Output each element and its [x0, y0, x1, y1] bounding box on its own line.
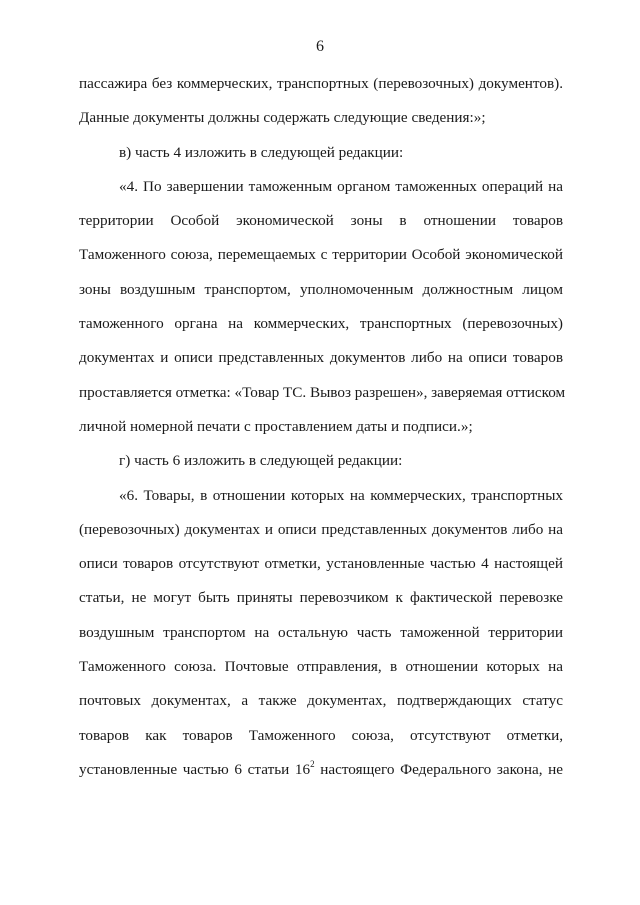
text-line: статьи, не могут быть приняты перевозчиком к фактической перевозке [79, 589, 563, 607]
text-line: зоны воздушным транспортом, уполномоченным должностным лицом [79, 280, 563, 298]
text-line: личной номерной печати с проставлением даты и подписи.»; [79, 417, 473, 435]
document-body [79, 70, 566, 790]
text-fragment: настоящего Федерального закона, не [314, 760, 563, 778]
text-line-last [79, 756, 563, 790]
text-line: Данные документы должны содержать следующие сведения:»; [79, 109, 486, 127]
text-line: пассажира без коммерческих, транспортных (перевозочных) документов). [79, 75, 563, 92]
text-line: почтовых документах, а также документах, подтверждающих статус [79, 692, 563, 710]
text-line: товаров как товаров Таможенного союза, отсутствуют отметки, [79, 726, 563, 744]
text-line: проставляется отметка: «Товар ТС. Вывоз разрешен», заверяемая оттиском [79, 383, 566, 401]
text-line: документах и описи представленных документов либо на описи товаров [79, 349, 563, 367]
superscript: 2 [310, 758, 315, 769]
text-line: Таможенного союза. Почтовые отправления, в отношении которых на [79, 658, 563, 676]
text-line: Таможенного союза, перемещаемых с территории Особой экономической [79, 246, 563, 264]
text-line: таможенного органа на коммерческих, транспортных (перевозочных) [79, 315, 563, 333]
text-line: территории Особой экономической зоны в отношении товаров [79, 212, 563, 230]
text-line: в) часть 4 изложить в следующей редакции: [119, 143, 404, 161]
text-line: описи товаров отсутствуют отметки, установленные частью 4 настоящей [79, 555, 563, 573]
text-line: воздушным транспортом на остальную часть таможенной территории [79, 623, 563, 641]
text-line: «6. Товары, в отношении которых на коммерческих, транспортных [119, 486, 563, 504]
text-fragment: установленные частью 6 статьи 16 [79, 760, 311, 778]
page-number: 6 [316, 38, 324, 55]
text-line: г) часть 6 изложить в следующей редакции: [119, 452, 403, 470]
text-line: «4. По завершении таможенным органом таможенных операций на [119, 177, 563, 195]
text-line: (перевозочных) документах и описи представленных документов либо на [79, 520, 563, 538]
